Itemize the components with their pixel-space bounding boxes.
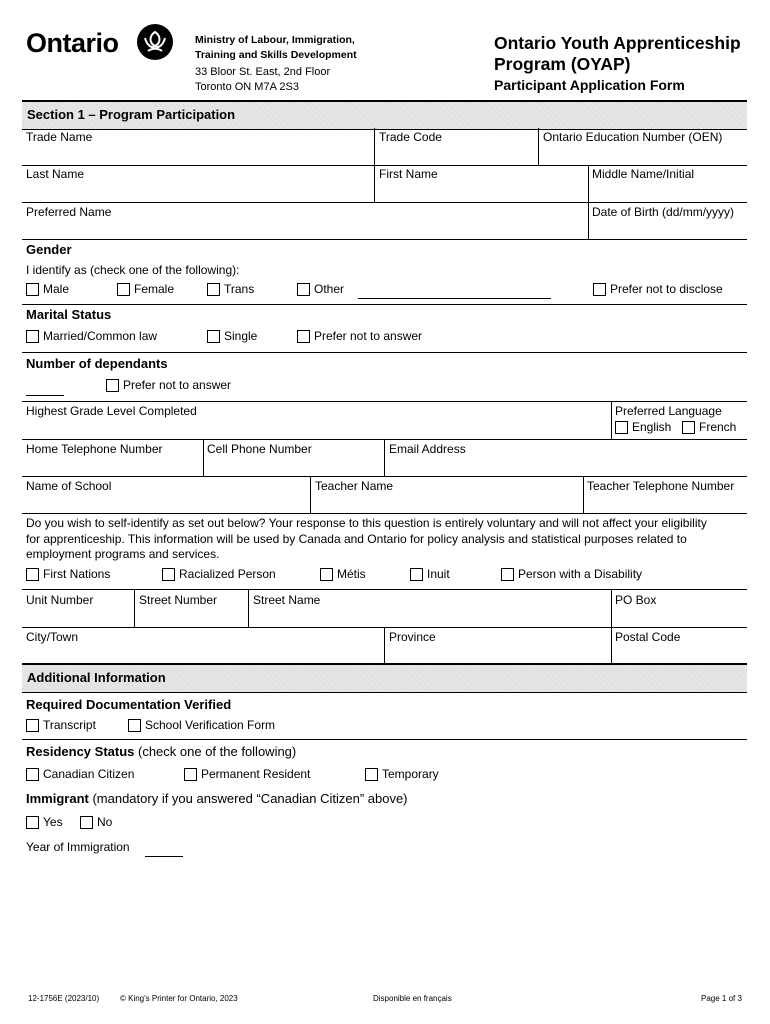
permanent-resident-checkbox[interactable] bbox=[184, 768, 197, 781]
po-box-field[interactable]: PO Box bbox=[615, 593, 657, 607]
temporary-checkbox[interactable] bbox=[365, 768, 378, 781]
gender-instruction: I identify as (check one of the following): bbox=[26, 263, 240, 277]
cell-phone-field[interactable]: Cell Phone Number bbox=[207, 442, 312, 456]
gender-other-label: Other bbox=[314, 282, 345, 296]
last-name-field[interactable]: Last Name bbox=[26, 167, 85, 181]
dependants-prefer-not-checkbox[interactable] bbox=[106, 379, 119, 392]
first-nations-label: First Nations bbox=[43, 567, 111, 581]
city-field[interactable]: City/Town bbox=[26, 630, 79, 644]
ministry-address: 33 Bloor St. East, 2nd Floor Toronto ON M7A 2S3 bbox=[195, 66, 331, 93]
date-of-birth-field[interactable]: Date of Birth (dd/mm/yyyy) bbox=[592, 205, 735, 219]
form-title: Ontario Youth Apprenticeship Program (OYAP) bbox=[494, 33, 741, 74]
canadian-citizen-label: Canadian Citizen bbox=[43, 767, 135, 781]
first-nations-checkbox[interactable] bbox=[26, 568, 39, 581]
marital-married-label: Married/Common law bbox=[43, 329, 158, 343]
province-field[interactable]: Province bbox=[389, 630, 436, 644]
racialized-person-checkbox[interactable] bbox=[162, 568, 175, 581]
unit-number-field[interactable]: Unit Number bbox=[26, 593, 94, 607]
marital-prefer-not-checkbox[interactable] bbox=[297, 330, 310, 343]
dependants-prefer-not-label: Prefer not to answer bbox=[123, 378, 232, 392]
highest-grade-field[interactable]: Highest Grade Level Completed bbox=[26, 404, 197, 418]
marital-single-checkbox[interactable] bbox=[207, 330, 220, 343]
dependants-heading: Number of dependants bbox=[26, 356, 168, 371]
language-french-label: French bbox=[699, 420, 737, 434]
teacher-name-field[interactable]: Teacher Name bbox=[315, 479, 394, 493]
metis-checkbox[interactable] bbox=[320, 568, 333, 581]
section-1-header: Section 1 – Program Participation bbox=[22, 100, 747, 130]
gender-male-checkbox[interactable] bbox=[26, 283, 39, 296]
disability-label: Person with a Disability bbox=[518, 567, 643, 581]
dependants-input[interactable] bbox=[26, 395, 64, 396]
email-field[interactable]: Email Address bbox=[389, 442, 466, 456]
immigrant-heading: Immigrant (mandatory if you answered “Canadian Citizen” above) bbox=[26, 791, 408, 806]
gender-female-checkbox[interactable] bbox=[117, 283, 130, 296]
form-subtitle: Participant Application Form bbox=[494, 77, 685, 93]
trillium-logo-icon bbox=[137, 24, 173, 60]
copyright: © King's Printer for Ontario, 2023 bbox=[120, 994, 238, 1003]
french-available-link[interactable]: Disponible en français bbox=[373, 994, 452, 1003]
metis-label: Métis bbox=[337, 567, 366, 581]
ontario-logo-text: Ontario bbox=[26, 28, 119, 58]
additional-info-header: Additional Information bbox=[22, 663, 747, 693]
permanent-resident-label: Permanent Resident bbox=[201, 767, 311, 781]
immigrant-no-label: No bbox=[97, 815, 113, 829]
street-name-field[interactable]: Street Name bbox=[253, 593, 321, 607]
home-phone-field[interactable]: Home Telephone Number bbox=[26, 442, 163, 456]
page-number: Page 1 of 3 bbox=[701, 994, 742, 1003]
marital-married-checkbox[interactable] bbox=[26, 330, 39, 343]
language-english-checkbox[interactable] bbox=[615, 421, 628, 434]
year-of-immigration-input[interactable] bbox=[145, 856, 183, 857]
transcript-checkbox[interactable] bbox=[26, 719, 39, 732]
racialized-person-label: Racialized Person bbox=[179, 567, 276, 581]
immigrant-no-checkbox[interactable] bbox=[80, 816, 93, 829]
self-identify-text: Do you wish to self-identify as set out below? Your response to this question is entirely voluntary and will not affect your eligibility for apprenticeship. This information will be used by Canada and Ontario for policy analysis and statistical purposes related to employment programs and services. bbox=[26, 516, 707, 561]
marital-status-heading: Marital Status bbox=[26, 307, 112, 322]
gender-trans-label: Trans bbox=[224, 282, 255, 296]
school-name-field[interactable]: Name of School bbox=[26, 479, 112, 493]
gender-heading: Gender bbox=[26, 242, 72, 257]
transcript-label: Transcript bbox=[43, 718, 96, 732]
gender-male-label: Male bbox=[43, 282, 70, 296]
gender-other-input[interactable] bbox=[358, 298, 551, 299]
trade-code-field[interactable]: Trade Code bbox=[379, 130, 442, 144]
teacher-phone-field[interactable]: Teacher Telephone Number bbox=[587, 479, 735, 493]
language-french-checkbox[interactable] bbox=[682, 421, 695, 434]
school-verification-label: School Verification Form bbox=[145, 718, 276, 732]
marital-single-label: Single bbox=[224, 329, 258, 343]
gender-other-checkbox[interactable] bbox=[297, 283, 310, 296]
middle-name-field[interactable]: Middle Name/Initial bbox=[592, 167, 695, 181]
marital-prefer-not-label: Prefer not to answer bbox=[314, 329, 423, 343]
gender-female-label: Female bbox=[134, 282, 175, 296]
postal-code-field[interactable]: Postal Code bbox=[615, 630, 681, 644]
language-english-label: English bbox=[632, 420, 672, 434]
canadian-citizen-checkbox[interactable] bbox=[26, 768, 39, 781]
preferred-language-label: Preferred Language bbox=[615, 404, 722, 418]
gender-prefer-not-label: Prefer not to disclose bbox=[610, 282, 723, 296]
gender-prefer-not-checkbox[interactable] bbox=[593, 283, 606, 296]
first-name-field[interactable]: First Name bbox=[379, 167, 438, 181]
ministry-name: Ministry of Labour, Immigration, Training and Skills Development bbox=[195, 34, 357, 61]
disability-checkbox[interactable] bbox=[501, 568, 514, 581]
inuit-label: Inuit bbox=[427, 567, 450, 581]
residency-heading: Residency Status (check one of the following) bbox=[26, 744, 297, 759]
immigrant-yes-label: Yes bbox=[43, 815, 63, 829]
year-of-immigration-label: Year of Immigration bbox=[26, 840, 130, 854]
docs-heading: Required Documentation Verified bbox=[26, 697, 232, 712]
school-verification-checkbox[interactable] bbox=[128, 719, 141, 732]
street-number-field[interactable]: Street Number bbox=[139, 593, 218, 607]
oen-field[interactable]: Ontario Education Number (OEN) bbox=[543, 130, 723, 144]
preferred-name-field[interactable]: Preferred Name bbox=[26, 205, 112, 219]
form-number: 12-1756E (2023/10) bbox=[28, 994, 100, 1003]
trade-name-field[interactable]: Trade Name bbox=[26, 130, 93, 144]
inuit-checkbox[interactable] bbox=[410, 568, 423, 581]
immigrant-yes-checkbox[interactable] bbox=[26, 816, 39, 829]
temporary-label: Temporary bbox=[382, 767, 439, 781]
gender-trans-checkbox[interactable] bbox=[207, 283, 220, 296]
